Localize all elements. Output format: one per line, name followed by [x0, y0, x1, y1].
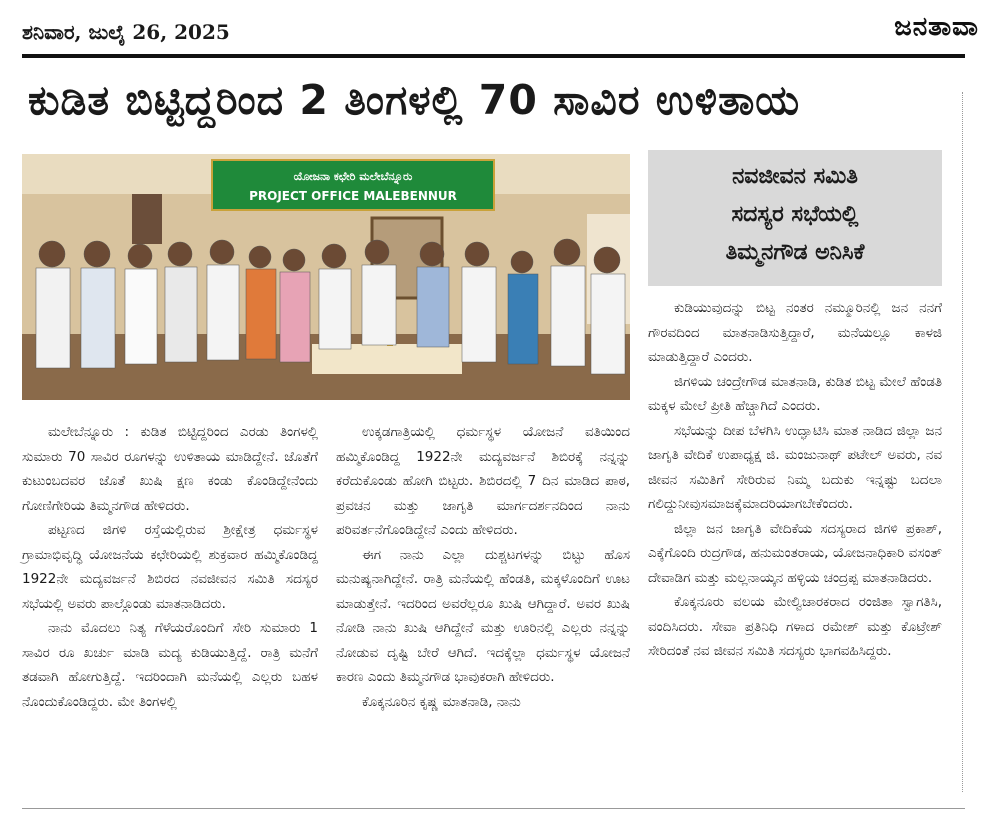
sidebar-box — [648, 150, 942, 286]
newspaper-masthead — [894, 12, 979, 43]
sidebar-box-line-2: ಸದಸ್ಯರ ಸಭೆಯಲ್ಲಿ — [731, 202, 859, 227]
paragraph: ಕೊಕ್ಕನೂರಿನ ಕೃಷ್ಣ ಮಾತನಾಡಿ, ನಾನು — [362, 693, 521, 710]
banner-line-1: ಯೋಜನಾ ಕಛೇರಿ ಮಲೇಬೆನ್ನೂರು — [293, 170, 413, 183]
paragraph: ಮಲೇಬೆನ್ನೂರು : ಕುಡಿತ ಬಿಟ್ಟಿದ್ದರಿಂದ ಎರಡು ತಿಂಗಳಲ್ಲಿ ಸುಮಾರು 70 ಸಾವಿರ ರೂಗಳನ್ನು ಉಳಿತಾಯ ಮಾಡಿದ್ದೇನೆ. ಜೊತೆಗೆ ಕುಟುಂಬದವರ ಜೊತೆ ಖುಷಿ ಕ್ಷಣ ಕಂಡು ಕೊಂಡಿದ್ದೇನೆಂದು ಗೋಣಿಗೇರಿಯ ತಿಮ್ಮನಗೌಡ ಹೇಳಿದರು. — [22, 424, 318, 514]
sidebar-box-line-1: ನವಜೀವನ ಸಮಿತಿ — [732, 164, 858, 189]
paragraph: ಕೊಕ್ಕನೂರು ವಲಯ ಮೇಲ್ವಿಚಾರಕರಾದ ರಂಜಿತಾ ಸ್ವಾಗತಿಸಿ, ವಂದಿಸಿದರು. ಸೇವಾ ಪ್ರತಿನಿಧಿ ಗಳಾದ ರಮೇಶ್ ಮತ್ತು ಕೊಟ್ರೇಶ್ ಸೇರಿದಂತೆ ನವ ಜೀವನ ಸಮಿತಿ ಸದಸ್ಯರು ಭಾಗವಹಿಸಿದ್ದರು. — [648, 594, 942, 659]
article-column-2 — [336, 420, 630, 714]
paragraph: ಉಕ್ಕಡಗಾತ್ರಿಯಲ್ಲಿ ಧರ್ಮಸ್ಥಳ ಯೋಜನೆ ವತಿಯಿಂದ ಹಮ್ಮಿಕೊಂಡಿದ್ದ 1922ನೇ ಮದ್ಯವರ್ಜನೆ ಶಿಬಿರಕ್ಕೆ ನನ್ನನ್ನು ಕರೆದುಕೊಂಡು ಹೋಗಿ ಬಿಟ್ಟರು. ಶಿಬಿರದಲ್ಲಿ 7 ದಿನ ಮಾಡಿದ ಪಾಠ, ಪ್ರವಚನ ಮತ್ತು ಜಾಗೃತಿ ಮಾರ್ಗದರ್ಶನದಿಂದ ನಾನು ಪರಿವರ್ತನೆಗೊಂಡಿದ್ದೇನೆ ಎಂದು ಹೇಳಿದರು. — [336, 424, 630, 538]
paragraph: ಪಟ್ಟಣದ ಜಿಗಳಿ ರಸ್ತೆಯಲ್ಲಿರುವ ಶ್ರೀಕ್ಷೇತ್ರ ಧರ್ಮಸ್ಥಳ ಗ್ರಾಮಾಭಿವೃದ್ಧಿ ಯೋಜನೆಯ ಕಛೇರಿಯಲ್ಲಿ ಶುಕ್ರವಾರ ಹಮ್ಮಿಕೊಂಡಿದ್ದ 1922ನೇ ಮದ್ಯವರ್ಜನೆ ಶಿಬಿರದ ನವಜೀವನ ಸಮಿತಿ ಸದಸ್ಯರ ಸಭೆಯಲ್ಲಿ ಅವರು ಪಾಲ್ಗೊಂಡು ಮಾತನಾಡಿದರು. — [22, 522, 318, 612]
column-divider — [962, 92, 963, 792]
article-column-3 — [648, 296, 942, 664]
footer-rule — [22, 808, 965, 809]
dateline: ಶನಿವಾರ, ಜುಲೈ 26, 2025 — [22, 20, 230, 44]
header-rule — [22, 54, 965, 58]
paragraph: ಸಭೆಯನ್ನು ದೀಪ ಬೆಳಗಿಸಿ ಉದ್ಘಾಟಿಸಿ ಮಾತ ನಾಡಿದ ಜಿಲ್ಲಾ ಜನ ಜಾಗೃತಿ ವೇದಿಕೆ ಉಪಾಧ್ಯಕ್ಷ ಜಿ. ಮಂಜುನಾಥ್ ಪಟೇಲ್ ಅವರು, ನವ ಜೀವನ ಸಮಿತಿಗೆ ಸೇರಿರುವ ನಿಮ್ಮ ಬದುಕು ಇನ್ನಷ್ಟು ಬದಲಾ ಗಲಿದ್ದುನೀವುಸಮಾಜಕ್ಕೆಮಾದರಿಯಾಗಬೇಕೆಂದರು. — [648, 422, 942, 512]
article-headline: ಕುಡಿತ ಬಿಟ್ಟಿದ್ದರಿಂದ 2 ತಿಂಗಳಲ್ಲಿ 70 ಸಾವಿರ ಉಳಿತಾಯ — [28, 76, 801, 124]
paragraph: ಜಿಗಳಿಯ ಚಂದ್ರೇಗೌಡ ಮಾತನಾಡಿ, ಕುಡಿತ ಬಿಟ್ಟ ಮೇಲೆ ಹೆಂಡತಿ ಮಕ್ಕಳ ಮೇಲೆ ಪ್ರೀತಿ ಹೆಚ್ಚಾಗಿದೆ ಎಂದರು. — [648, 373, 942, 414]
paragraph: ಕುಡಿಯುವುದನ್ನು ಬಿಟ್ಟ ನಂತರ ನಮ್ಮೂರಿನಲ್ಲಿ ಜನ ನನಗೆ ಗೌರವದಿಂದ ಮಾತನಾಡಿಸುತ್ತಿದ್ದಾರೆ, ಮನೆಯಲ್ಲೂ ಕಾಳಜಿ ಮಾಡುತ್ತಿದ್ದಾರೆ ಎಂದರು. — [648, 300, 942, 365]
article-photo — [22, 154, 630, 400]
paragraph: ಈಗ ನಾನು ಎಲ್ಲಾ ದುಶ್ಚಟಗಳನ್ನು ಬಿಟ್ಟು ಹೊಸ ಮನುಷ್ಯನಾಗಿದ್ದೇನೆ. ರಾತ್ರಿ ಮನೆಯಲ್ಲಿ ಹೆಂಡತಿ, ಮಕ್ಕಳೊಂದಿಗೆ ಊಟ ಮಾಡುತ್ತೇನೆ. ಇದರಿಂದ ಅವರೆಲ್ಲರೂ ಖುಷಿ ಆಗಿದ್ದಾರೆ. ಅವರ ಖುಷಿ ನೋಡಿ ನಾನು ಖುಷಿ ಆಗಿದ್ದೇನೆ ಮತ್ತು ಊರಿನಲ್ಲಿ ಎಲ್ಲರು ನನ್ನನ್ನು ನೋಡುವ ದೃಷ್ಟಿ ಬೇರೆ ಆಗಿದೆ. ಇದಕ್ಕೆಲ್ಲಾ ಧರ್ಮಸ್ಥಳ ಯೋಜನೆ ಕಾರಣ ಎಂದು ತಿಮ್ಮನಗೌಡ ಭಾವುಕರಾಗಿ ಹೇಳಿದರು. — [336, 546, 630, 685]
article-column-1 — [22, 420, 318, 714]
banner-line-2: PROJECT OFFICE MALEBENNUR — [249, 189, 457, 203]
masthead-text: ಜನತಾವಾ — [894, 12, 979, 42]
paragraph: ನಾನು ಮೊದಲು ನಿತ್ಯ ಗೆಳೆಯರೊಂದಿಗೆ ಸೇರಿ ಸುಮಾರು 1 ಸಾವಿರ ರೂ ಖರ್ಚು ಮಾಡಿ ಮದ್ಯ ಕುಡಿಯುತ್ತಿದ್ದೆ. ರಾತ್ರಿ ಮನೆಗೆ ತಡವಾಗಿ ಹೋಗುತ್ತಿದ್ದೆ. ಇದರಿಂದಾಗಿ ಮನೆಯಲ್ಲಿ ಎಲ್ಲರು ಬಹಳ ನೊಂದುಕೊಂಡಿದ್ದರು. ಮೇ ತಿಂಗಳಲ್ಲಿ — [22, 620, 318, 710]
sidebar-box-line-3: ತಿಮ್ಮನಗೌಡ ಅನಿಸಿಕೆ — [725, 240, 865, 265]
paragraph: ಜಿಲ್ಲಾ ಜನ ಜಾಗೃತಿ ವೇದಿಕೆಯ ಸದಸ್ಯರಾದ ಜಿಗಳಿ ಪ್ರಕಾಶ್, ಎಕ್ಕೆಗೊಂದಿ ರುದ್ರಗೌಡ, ಹನುಮಂತರಾಯ, ಯೋಜನಾಧಿಕಾರಿ ವಸಂತ್ ದೇವಾಡಿಗ ಮತ್ತು ಮಲ್ಲನಾಯ್ಕನ ಹಳ್ಳಿಯ ಚಂದ್ರಪ್ಪ ಮಾತನಾಡಿದರು. — [648, 520, 942, 586]
